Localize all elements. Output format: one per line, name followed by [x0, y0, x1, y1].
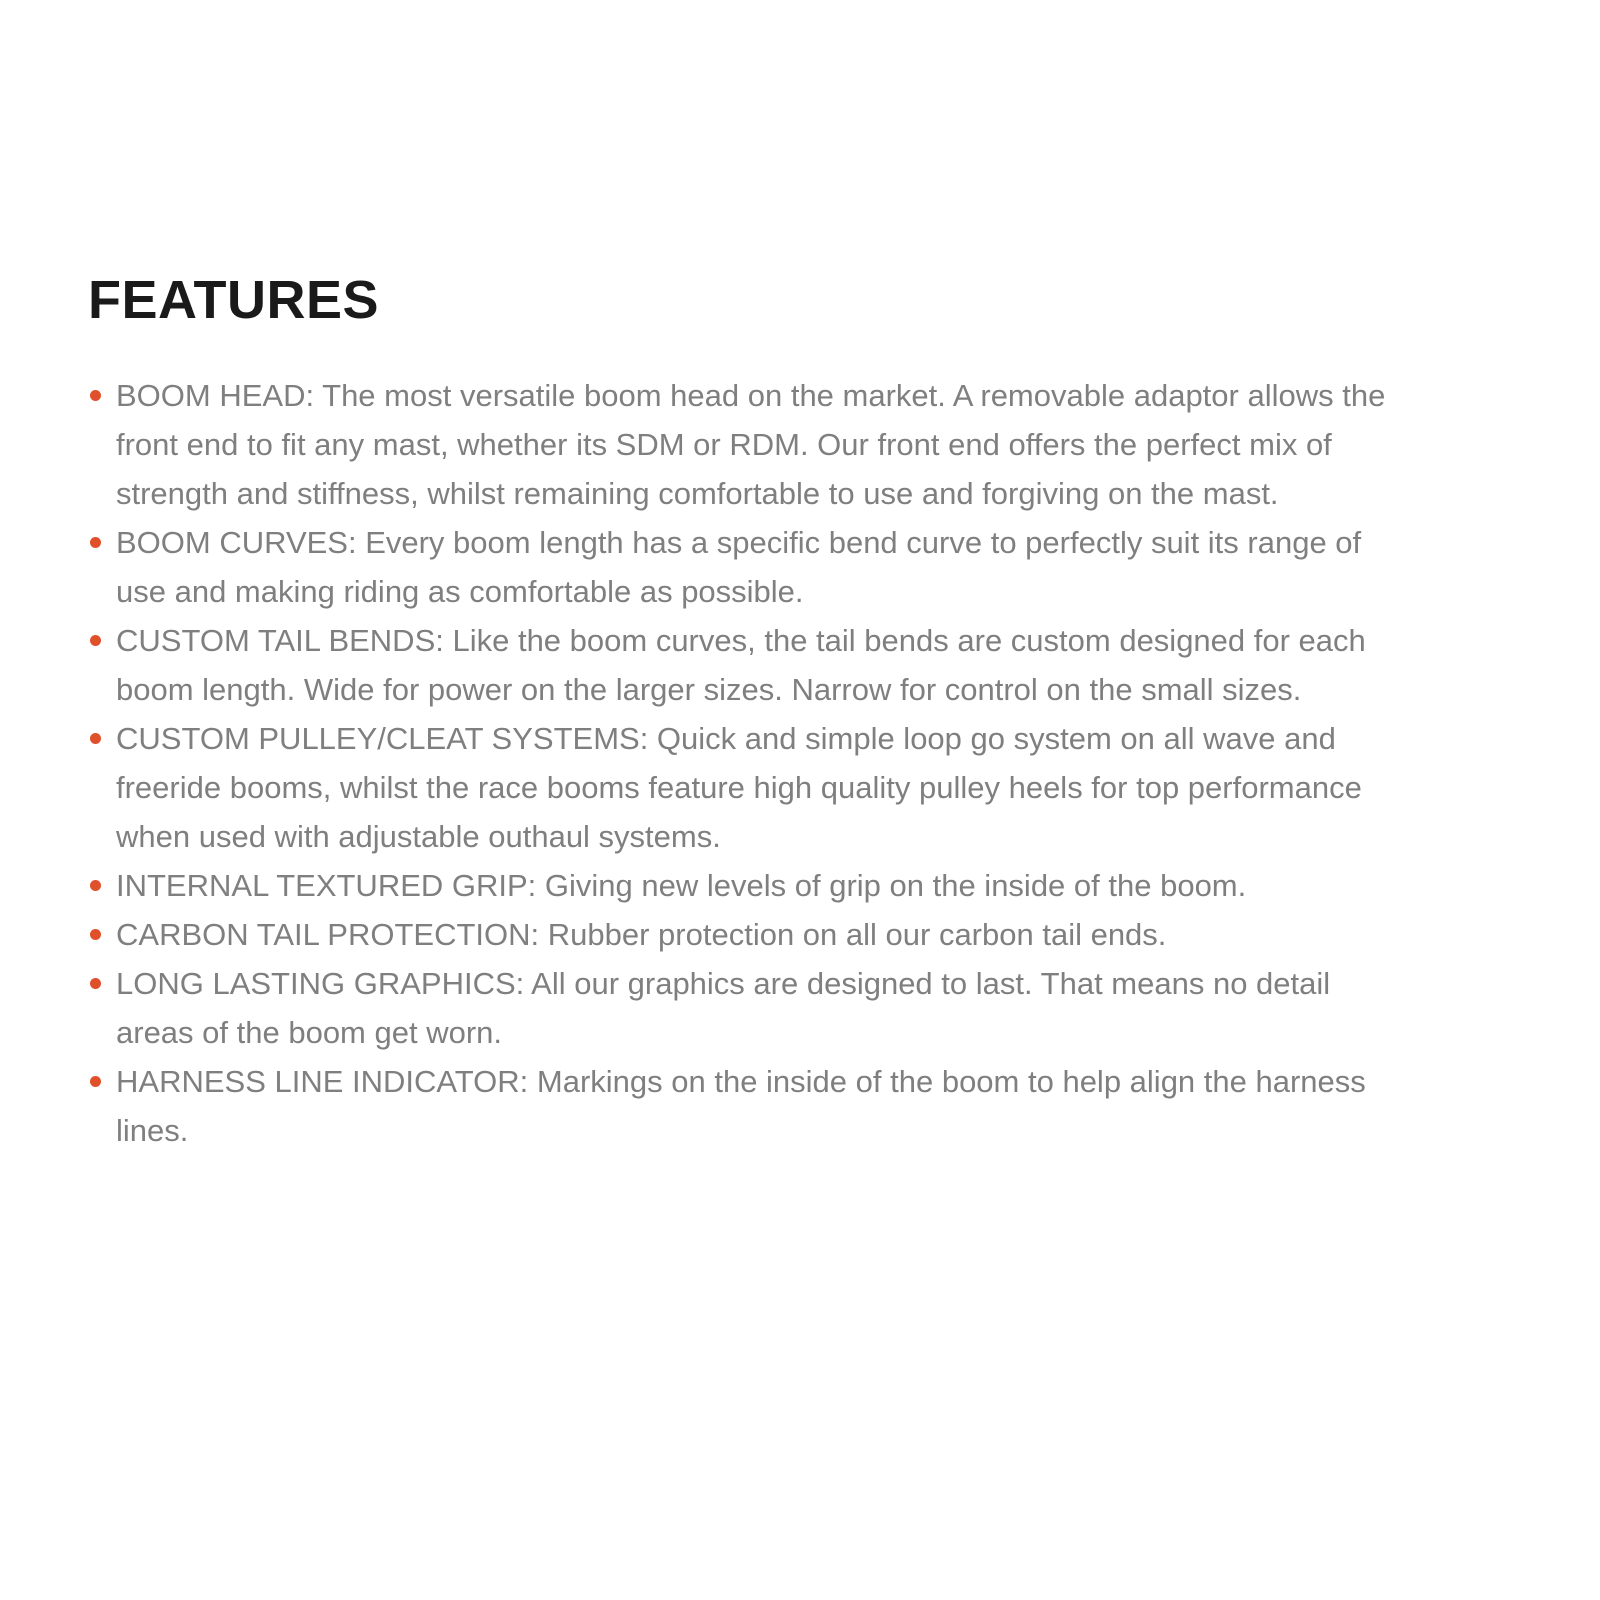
features-list — [88, 371, 1404, 1155]
bullet-icon — [90, 733, 101, 744]
bullet-icon — [90, 537, 101, 548]
page-title: FEATURES — [88, 270, 380, 330]
feature-text: HARNESS LINE INDICATOR: Markings on the inside of the boom to help align the harness lines. — [116, 1063, 1366, 1148]
feature-list-item — [88, 518, 1404, 616]
feature-text: LONG LASTING GRAPHICS: All our graphics are designed to last. That means no detail areas of the boom get worn. — [116, 965, 1331, 1050]
feature-list-item — [88, 616, 1404, 714]
feature-text: CUSTOM TAIL BENDS: Like the boom curves, the tail bends are custom designed for each boom length. Wide for power on the larger sizes. Narrow for control on the small sizes. — [116, 622, 1366, 707]
feature-list-item — [88, 714, 1404, 861]
feature-text: BOOM HEAD: The most versatile boom head on the market. A removable adaptor allows the front end to fit any mast, whether its SDM or RDM. Our front end offers the perfect mix of strength and stiffness, whilst remaining comfortable to use and forgiving on the mast. — [116, 377, 1386, 511]
feature-text: CUSTOM PULLEY/CLEAT SYSTEMS: Quick and simple loop go system on all wave and freeride booms, whilst the race booms feature high quality pulley heels for top performance when used with adjustable outhaul systems. — [116, 720, 1362, 854]
bullet-icon — [90, 929, 101, 940]
feature-list-item — [88, 1057, 1404, 1155]
feature-text: BOOM CURVES: Every boom length has a specific bend curve to perfectly suit its range of use and making riding as comfortable as possible. — [116, 524, 1362, 609]
bullet-icon — [90, 635, 101, 646]
bullet-icon — [90, 1076, 101, 1087]
bullet-icon — [90, 390, 101, 401]
feature-list-item — [88, 371, 1404, 518]
feature-list-item — [88, 910, 1404, 959]
feature-list-item — [88, 959, 1404, 1057]
feature-text: CARBON TAIL PROTECTION: Rubber protection on all our carbon tail ends. — [116, 916, 1167, 952]
bullet-icon — [90, 880, 101, 891]
feature-text: INTERNAL TEXTURED GRIP: Giving new levels of grip on the inside of the boom. — [116, 867, 1247, 903]
feature-list-item — [88, 861, 1404, 910]
bullet-icon — [90, 978, 101, 989]
